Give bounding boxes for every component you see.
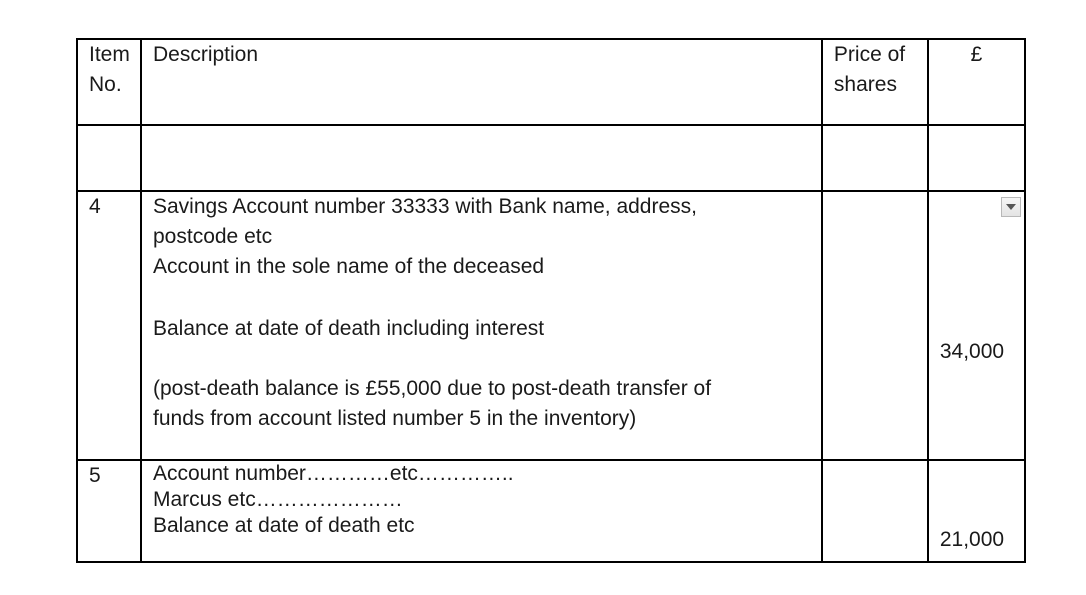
- description-line: Balance at date of death etc: [153, 514, 415, 537]
- cell-price-of-shares[interactable]: [822, 191, 928, 460]
- description-line: Account number…………etc…………..: [153, 462, 514, 485]
- amount-value: 34,000: [939, 340, 1005, 363]
- table-row: [77, 191, 1025, 460]
- description-line: postcode etc: [153, 225, 273, 248]
- cell-description[interactable]: [141, 460, 822, 562]
- amount-value: 21,000: [939, 528, 1005, 551]
- chevron-down-icon: [1006, 204, 1016, 210]
- header-item-no: Item No.: [77, 39, 141, 125]
- cell-description[interactable]: [141, 191, 822, 460]
- description-line: Savings Account number 33333 with Bank name, address,: [153, 195, 697, 218]
- cell-price-of-shares[interactable]: [822, 460, 928, 562]
- spacer: [153, 344, 810, 374]
- description-line: Balance at date of death including interest: [153, 317, 545, 340]
- cell-amount[interactable]: [928, 460, 1025, 562]
- table-row: [77, 460, 1025, 562]
- cell-amount[interactable]: [928, 191, 1025, 460]
- inventory-table: [76, 38, 1026, 563]
- description-line: Marcus etc…………………: [153, 488, 403, 511]
- cell-amount[interactable]: [928, 125, 1025, 191]
- cell-description[interactable]: [141, 125, 822, 191]
- cell-item-no[interactable]: [77, 125, 141, 191]
- cell-item-no[interactable]: 4: [77, 191, 141, 460]
- table-row: [77, 125, 1025, 191]
- description-line: funds from account listed number 5 in the inventory): [153, 407, 637, 430]
- cell-item-no[interactable]: 5: [77, 460, 141, 562]
- description-line: Account in the sole name of the deceased: [153, 255, 545, 278]
- header-description: Description: [141, 39, 822, 125]
- dropdown-button[interactable]: [1001, 197, 1021, 217]
- description-line: (post-death balance is £55,000 due to post-death transfer of: [153, 377, 712, 400]
- spacer: [153, 282, 810, 314]
- header-price-of-shares: Price of shares: [822, 39, 928, 125]
- header-amount: £: [928, 39, 1025, 125]
- cell-price-of-shares[interactable]: [822, 125, 928, 191]
- header-row: [77, 39, 1025, 125]
